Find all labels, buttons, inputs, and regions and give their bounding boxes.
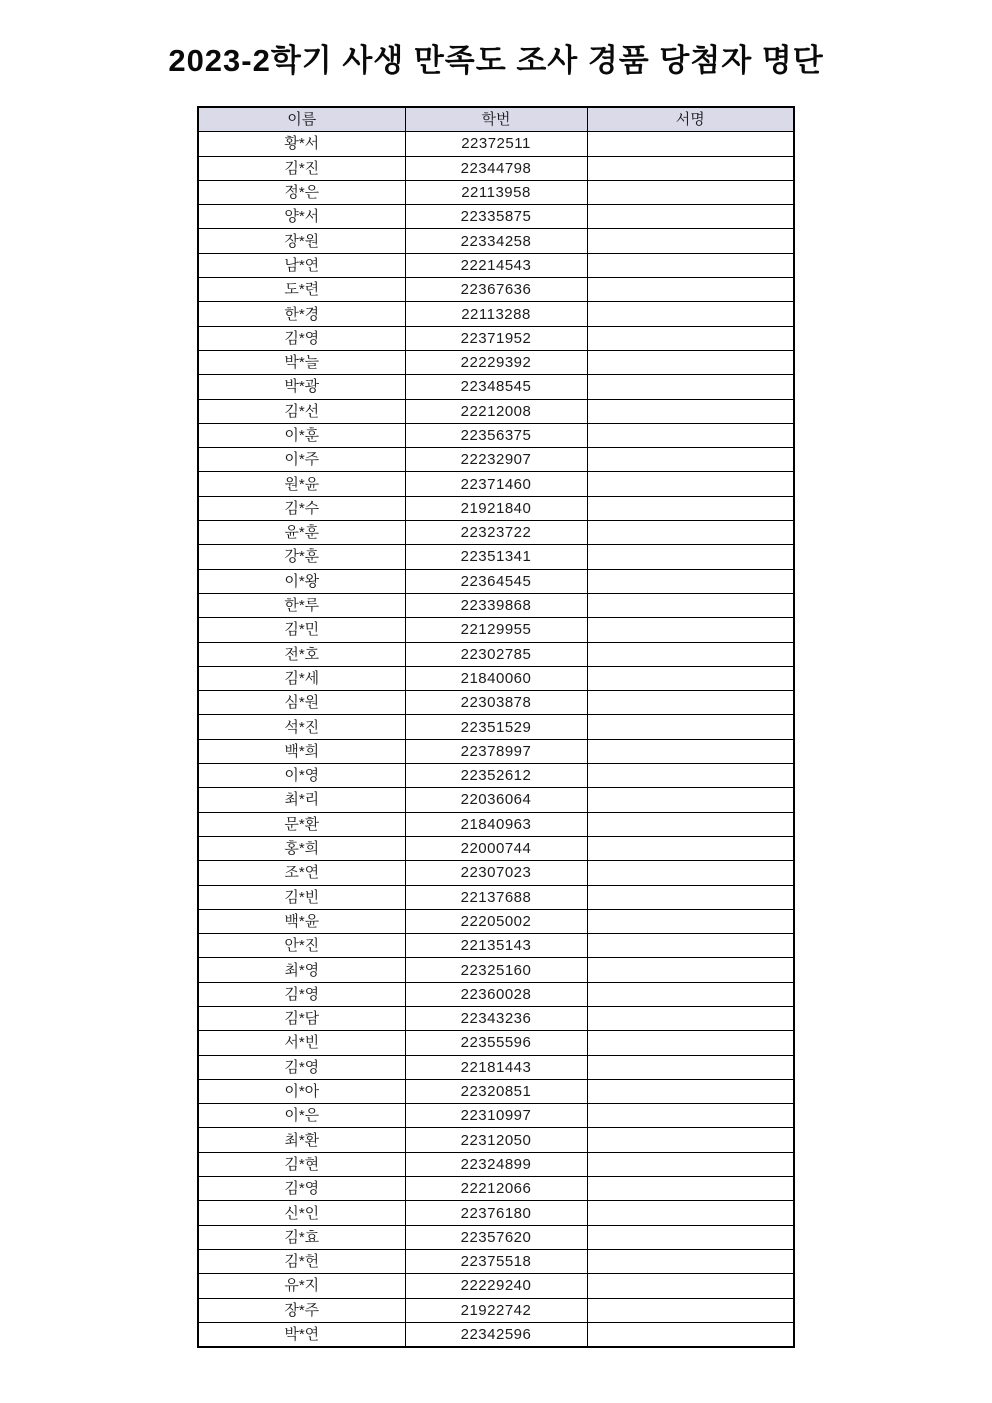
signature-cell bbox=[587, 326, 794, 350]
student-id-cell: 22364545 bbox=[405, 569, 587, 593]
signature-cell bbox=[587, 448, 794, 472]
table-row bbox=[198, 642, 794, 666]
student-id-cell: 21921840 bbox=[405, 496, 587, 520]
name-cell: 이*아 bbox=[198, 1079, 405, 1103]
name-cell: 장*주 bbox=[198, 1298, 405, 1322]
name-cell: 도*련 bbox=[198, 278, 405, 302]
table-row bbox=[198, 934, 794, 958]
student-id-cell: 22181443 bbox=[405, 1055, 587, 1079]
table-row bbox=[198, 229, 794, 253]
table-row bbox=[198, 861, 794, 885]
name-cell: 양*서 bbox=[198, 205, 405, 229]
student-id-cell: 22357620 bbox=[405, 1225, 587, 1249]
table-row bbox=[198, 691, 794, 715]
table-row bbox=[198, 1055, 794, 1079]
name-cell: 최*영 bbox=[198, 958, 405, 982]
student-id-cell: 22137688 bbox=[405, 885, 587, 909]
signature-cell bbox=[587, 1177, 794, 1201]
student-id-cell: 21922742 bbox=[405, 1298, 587, 1322]
signature-cell bbox=[587, 521, 794, 545]
column-header-name: 이름 bbox=[198, 107, 405, 132]
signature-cell bbox=[587, 982, 794, 1006]
signature-cell bbox=[587, 569, 794, 593]
signature-cell bbox=[587, 812, 794, 836]
name-cell: 김*현 bbox=[198, 1152, 405, 1176]
student-id-cell: 22320851 bbox=[405, 1079, 587, 1103]
signature-cell bbox=[587, 1006, 794, 1030]
student-id-cell: 22372511 bbox=[405, 132, 587, 156]
student-id-cell: 22212066 bbox=[405, 1177, 587, 1201]
student-id-cell: 22307023 bbox=[405, 861, 587, 885]
student-id-cell: 22343236 bbox=[405, 1006, 587, 1030]
student-id-cell: 22378997 bbox=[405, 739, 587, 763]
signature-cell bbox=[587, 1104, 794, 1128]
signature-cell bbox=[587, 545, 794, 569]
student-id-cell: 22113958 bbox=[405, 180, 587, 204]
table-row bbox=[198, 1031, 794, 1055]
table-row bbox=[198, 618, 794, 642]
table-row bbox=[198, 156, 794, 180]
table-row bbox=[198, 1079, 794, 1103]
table-row bbox=[198, 472, 794, 496]
name-cell: 박*늘 bbox=[198, 350, 405, 374]
table-row bbox=[198, 180, 794, 204]
table-row bbox=[198, 593, 794, 617]
name-cell: 한*경 bbox=[198, 302, 405, 326]
signature-cell bbox=[587, 399, 794, 423]
name-cell: 김*영 bbox=[198, 1055, 405, 1079]
student-id-cell: 22229240 bbox=[405, 1274, 587, 1298]
student-id-cell: 22214543 bbox=[405, 253, 587, 277]
signature-cell bbox=[587, 472, 794, 496]
table-row bbox=[198, 1201, 794, 1225]
student-id-cell: 22324899 bbox=[405, 1152, 587, 1176]
table-row bbox=[198, 836, 794, 860]
signature-cell bbox=[587, 934, 794, 958]
student-id-cell: 22360028 bbox=[405, 982, 587, 1006]
table-row bbox=[198, 1152, 794, 1176]
student-id-cell: 22310997 bbox=[405, 1104, 587, 1128]
name-cell: 안*진 bbox=[198, 934, 405, 958]
name-cell: 김*빈 bbox=[198, 885, 405, 909]
table-row bbox=[198, 1128, 794, 1152]
student-id-cell: 22342596 bbox=[405, 1322, 587, 1347]
student-id-cell: 22335875 bbox=[405, 205, 587, 229]
table-row bbox=[198, 545, 794, 569]
signature-cell bbox=[587, 691, 794, 715]
table-row bbox=[198, 1249, 794, 1273]
student-id-cell: 22367636 bbox=[405, 278, 587, 302]
table-row bbox=[198, 205, 794, 229]
name-cell: 이*영 bbox=[198, 764, 405, 788]
student-id-cell: 22351529 bbox=[405, 715, 587, 739]
student-id-cell: 22334258 bbox=[405, 229, 587, 253]
signature-cell bbox=[587, 1031, 794, 1055]
signature-cell bbox=[587, 375, 794, 399]
signature-cell bbox=[587, 1152, 794, 1176]
table-row bbox=[198, 1104, 794, 1128]
name-cell: 박*광 bbox=[198, 375, 405, 399]
name-cell: 최*리 bbox=[198, 788, 405, 812]
table-row bbox=[198, 278, 794, 302]
table-row bbox=[198, 812, 794, 836]
signature-cell bbox=[587, 350, 794, 374]
signature-cell bbox=[587, 1055, 794, 1079]
column-header-student-id: 학번 bbox=[405, 107, 587, 132]
name-cell: 남*연 bbox=[198, 253, 405, 277]
signature-cell bbox=[587, 278, 794, 302]
student-id-cell: 21840060 bbox=[405, 666, 587, 690]
signature-cell bbox=[587, 156, 794, 180]
signature-cell bbox=[587, 642, 794, 666]
winners-table bbox=[197, 106, 795, 1348]
student-id-cell: 22303878 bbox=[405, 691, 587, 715]
name-cell: 김*영 bbox=[198, 1177, 405, 1201]
signature-cell bbox=[587, 496, 794, 520]
table-row bbox=[198, 715, 794, 739]
table-row bbox=[198, 982, 794, 1006]
student-id-cell: 22371460 bbox=[405, 472, 587, 496]
name-cell: 이*은 bbox=[198, 1104, 405, 1128]
student-id-cell: 22376180 bbox=[405, 1201, 587, 1225]
signature-cell bbox=[587, 1249, 794, 1273]
table-row bbox=[198, 764, 794, 788]
table-row bbox=[198, 399, 794, 423]
name-cell: 김*담 bbox=[198, 1006, 405, 1030]
student-id-cell: 22371952 bbox=[405, 326, 587, 350]
student-id-cell: 22352612 bbox=[405, 764, 587, 788]
column-header-signature: 서명 bbox=[587, 107, 794, 132]
signature-cell bbox=[587, 1079, 794, 1103]
signature-cell bbox=[587, 423, 794, 447]
name-cell: 김*진 bbox=[198, 156, 405, 180]
name-cell: 김*영 bbox=[198, 982, 405, 1006]
name-cell: 원*윤 bbox=[198, 472, 405, 496]
signature-cell bbox=[587, 1128, 794, 1152]
name-cell: 심*원 bbox=[198, 691, 405, 715]
student-id-cell: 22356375 bbox=[405, 423, 587, 447]
signature-cell bbox=[587, 885, 794, 909]
name-cell: 백*윤 bbox=[198, 909, 405, 933]
student-id-cell: 22348545 bbox=[405, 375, 587, 399]
name-cell: 유*지 bbox=[198, 1274, 405, 1298]
signature-cell bbox=[587, 253, 794, 277]
student-id-cell: 22344798 bbox=[405, 156, 587, 180]
table-row bbox=[198, 885, 794, 909]
table-row bbox=[198, 253, 794, 277]
table-row bbox=[198, 1322, 794, 1347]
table-header-row bbox=[198, 107, 794, 132]
signature-cell bbox=[587, 1322, 794, 1347]
name-cell: 김*선 bbox=[198, 399, 405, 423]
table-row bbox=[198, 132, 794, 156]
student-id-cell: 22205002 bbox=[405, 909, 587, 933]
table-row bbox=[198, 1177, 794, 1201]
student-id-cell: 22229392 bbox=[405, 350, 587, 374]
table-row bbox=[198, 423, 794, 447]
signature-cell bbox=[587, 739, 794, 763]
signature-cell bbox=[587, 618, 794, 642]
name-cell: 조*연 bbox=[198, 861, 405, 885]
name-cell: 김*영 bbox=[198, 326, 405, 350]
name-cell: 박*연 bbox=[198, 1322, 405, 1347]
name-cell: 홍*희 bbox=[198, 836, 405, 860]
student-id-cell: 22351341 bbox=[405, 545, 587, 569]
table-row bbox=[198, 1274, 794, 1298]
name-cell: 윤*훈 bbox=[198, 521, 405, 545]
name-cell: 최*환 bbox=[198, 1128, 405, 1152]
student-id-cell: 22232907 bbox=[405, 448, 587, 472]
table-row bbox=[198, 521, 794, 545]
table-row bbox=[198, 788, 794, 812]
signature-cell bbox=[587, 302, 794, 326]
name-cell: 이*주 bbox=[198, 448, 405, 472]
page-title: 2023-2학기 사생 만족도 조사 경품 당첨자 명단 bbox=[168, 43, 824, 78]
table-row bbox=[198, 739, 794, 763]
student-id-cell: 22339868 bbox=[405, 593, 587, 617]
table-row bbox=[198, 909, 794, 933]
signature-cell bbox=[587, 1225, 794, 1249]
name-cell: 황*서 bbox=[198, 132, 405, 156]
table-row bbox=[198, 666, 794, 690]
table-row bbox=[198, 496, 794, 520]
table-row bbox=[198, 569, 794, 593]
name-cell: 문*환 bbox=[198, 812, 405, 836]
student-id-cell: 22312050 bbox=[405, 1128, 587, 1152]
table-row bbox=[198, 448, 794, 472]
student-id-cell: 22375518 bbox=[405, 1249, 587, 1273]
name-cell: 김*헌 bbox=[198, 1249, 405, 1273]
name-cell: 서*빈 bbox=[198, 1031, 405, 1055]
name-cell: 이*훈 bbox=[198, 423, 405, 447]
signature-cell bbox=[587, 836, 794, 860]
name-cell: 김*수 bbox=[198, 496, 405, 520]
table-row bbox=[198, 1298, 794, 1322]
name-cell: 석*진 bbox=[198, 715, 405, 739]
name-cell: 장*원 bbox=[198, 229, 405, 253]
name-cell: 신*인 bbox=[198, 1201, 405, 1225]
signature-cell bbox=[587, 909, 794, 933]
signature-cell bbox=[587, 666, 794, 690]
student-id-cell: 22323722 bbox=[405, 521, 587, 545]
student-id-cell: 22129955 bbox=[405, 618, 587, 642]
signature-cell bbox=[587, 593, 794, 617]
table-row bbox=[198, 1225, 794, 1249]
name-cell: 강*훈 bbox=[198, 545, 405, 569]
signature-cell bbox=[587, 205, 794, 229]
table-row bbox=[198, 1006, 794, 1030]
name-cell: 한*루 bbox=[198, 593, 405, 617]
signature-cell bbox=[587, 180, 794, 204]
name-cell: 이*왕 bbox=[198, 569, 405, 593]
table-row bbox=[198, 375, 794, 399]
signature-cell bbox=[587, 958, 794, 982]
signature-cell bbox=[587, 1201, 794, 1225]
signature-cell bbox=[587, 788, 794, 812]
student-id-cell: 22113288 bbox=[405, 302, 587, 326]
signature-cell bbox=[587, 861, 794, 885]
name-cell: 김*세 bbox=[198, 666, 405, 690]
student-id-cell: 22212008 bbox=[405, 399, 587, 423]
name-cell: 김*효 bbox=[198, 1225, 405, 1249]
table-body bbox=[198, 132, 794, 1347]
student-id-cell: 22302785 bbox=[405, 642, 587, 666]
student-id-cell: 22355596 bbox=[405, 1031, 587, 1055]
student-id-cell: 22036064 bbox=[405, 788, 587, 812]
table-row bbox=[198, 326, 794, 350]
signature-cell bbox=[587, 1274, 794, 1298]
signature-cell bbox=[587, 1298, 794, 1322]
signature-cell bbox=[587, 132, 794, 156]
table-row bbox=[198, 302, 794, 326]
student-id-cell: 22000744 bbox=[405, 836, 587, 860]
name-cell: 정*은 bbox=[198, 180, 405, 204]
student-id-cell: 22135143 bbox=[405, 934, 587, 958]
signature-cell bbox=[587, 764, 794, 788]
table-row bbox=[198, 350, 794, 374]
signature-cell bbox=[587, 229, 794, 253]
name-cell: 김*민 bbox=[198, 618, 405, 642]
signature-cell bbox=[587, 715, 794, 739]
student-id-cell: 21840963 bbox=[405, 812, 587, 836]
table-row bbox=[198, 958, 794, 982]
name-cell: 전*호 bbox=[198, 642, 405, 666]
student-id-cell: 22325160 bbox=[405, 958, 587, 982]
name-cell: 백*희 bbox=[198, 739, 405, 763]
